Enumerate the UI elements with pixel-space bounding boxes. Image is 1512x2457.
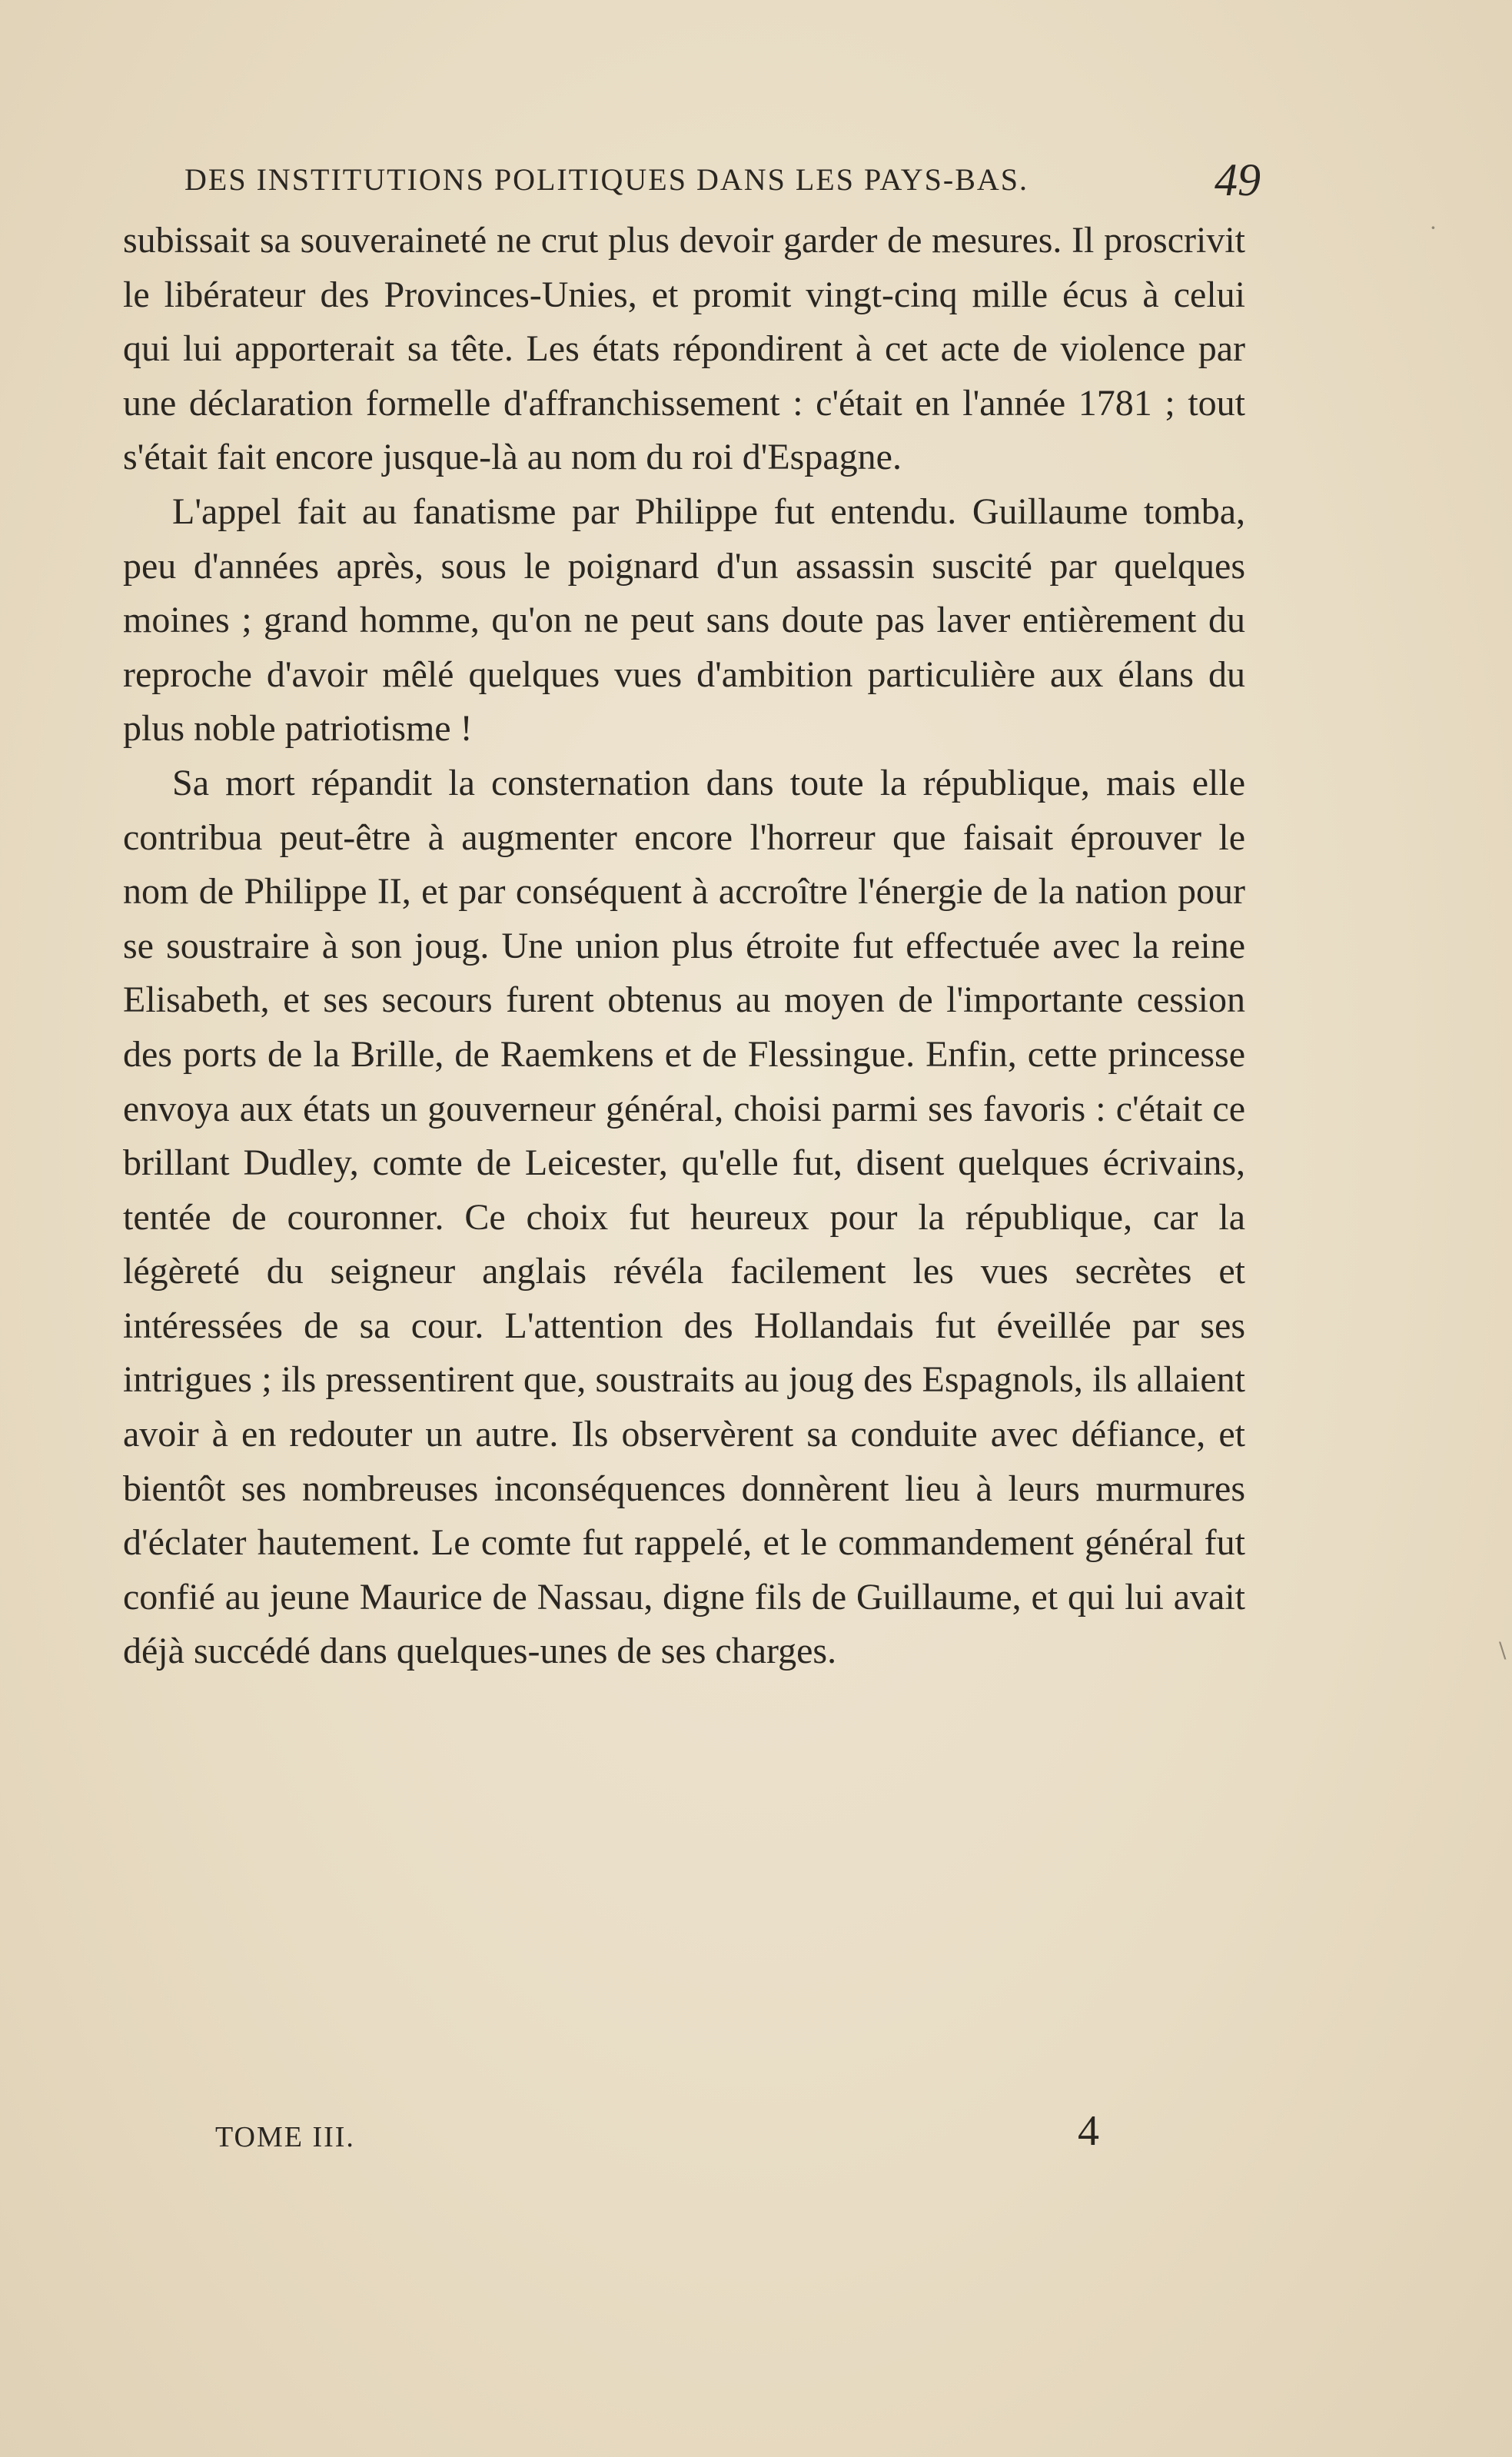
margin-tick-mark: \ [1499,1637,1507,1663]
margin-speck-mark: · [1430,215,1437,241]
page-number: 49 [1215,155,1261,205]
running-head: DES INSTITUTIONS POLITIQUES DANS LES PAYS-BAS. [184,162,1029,197]
paragraph-continuation: subissait sa souveraineté ne crut plus devoir garder de mesures. Il proscrivit le libérateur des Provinces-Unies, et promit vingt-cinq mille écus à celui qui lui apporterait sa tête. Les états répondirent à cet acte de violence par une déclaration formelle d'affranchissement : c'était en l'année 1781 ; tout s'était fait encore jusque-là au nom du roi d'Espagne. [123,220,1245,478]
paragraph-consternation: Sa mort répandit la consternation dans toute la république, mais elle contribua peut-être à augmenter encore l'horreur que faisait éprouver le nom de Philippe II, et par conséquent à accroître l'énergie de la nation pour se soustraire à son joug. Une union plus étroite fut effectuée avec la reine Elisabeth, et ses secours furent obtenus au moyen de l'importante cession des ports de la Brille, de Raemkens et de Flessingue. Enfin, cette princesse envoya aux états un gouverneur général, choisi parmi ses favoris : c'était ce brillant Dudley, comte de Leicester, qu'elle fut, disent quelques écrivains, tentée de couronner. Ce choix fut heureux pour la république, car la légèreté du seigneur anglais révéla facilement les vues secrètes et intéressées de sa cour. L'attention des Hollandais fut éveillée par ses intrigues ; ils pressentirent que, soustraits au joug des Espagnols, ils allaient avoir à en redouter un autre. Ils observèrent sa conduite avec défiance, et bientôt ses nombreuses inconséquences donnèrent lieu à leurs murmures d'éclater hautement. Le comte fut rappelé, et le commandement général fut confié au jeune Maurice de Nassau, digne fils de Guillaume, et qui lui avait déjà succédé dans quelques-unes de ses charges. [123,762,1245,1672]
signature-number: 4 [1078,2107,1099,2155]
page-footer [215,2106,1099,2168]
paragraph-guillaume: L'appel fait au fanatisme par Philippe fut entendu. Guillaume tomba, peu d'années après, sous le poignard d'un assassin suscité par quelques moines ; grand homme, qu'on ne peut sans doute pas laver entièrement du reproche d'avoir mêlé quelques vues d'ambition particulière aux élans du plus noble patriotisme ! [123,490,1245,750]
volume-signature: TOME III. [215,2121,355,2153]
page-header [184,154,1261,208]
body-text [123,214,1245,1679]
